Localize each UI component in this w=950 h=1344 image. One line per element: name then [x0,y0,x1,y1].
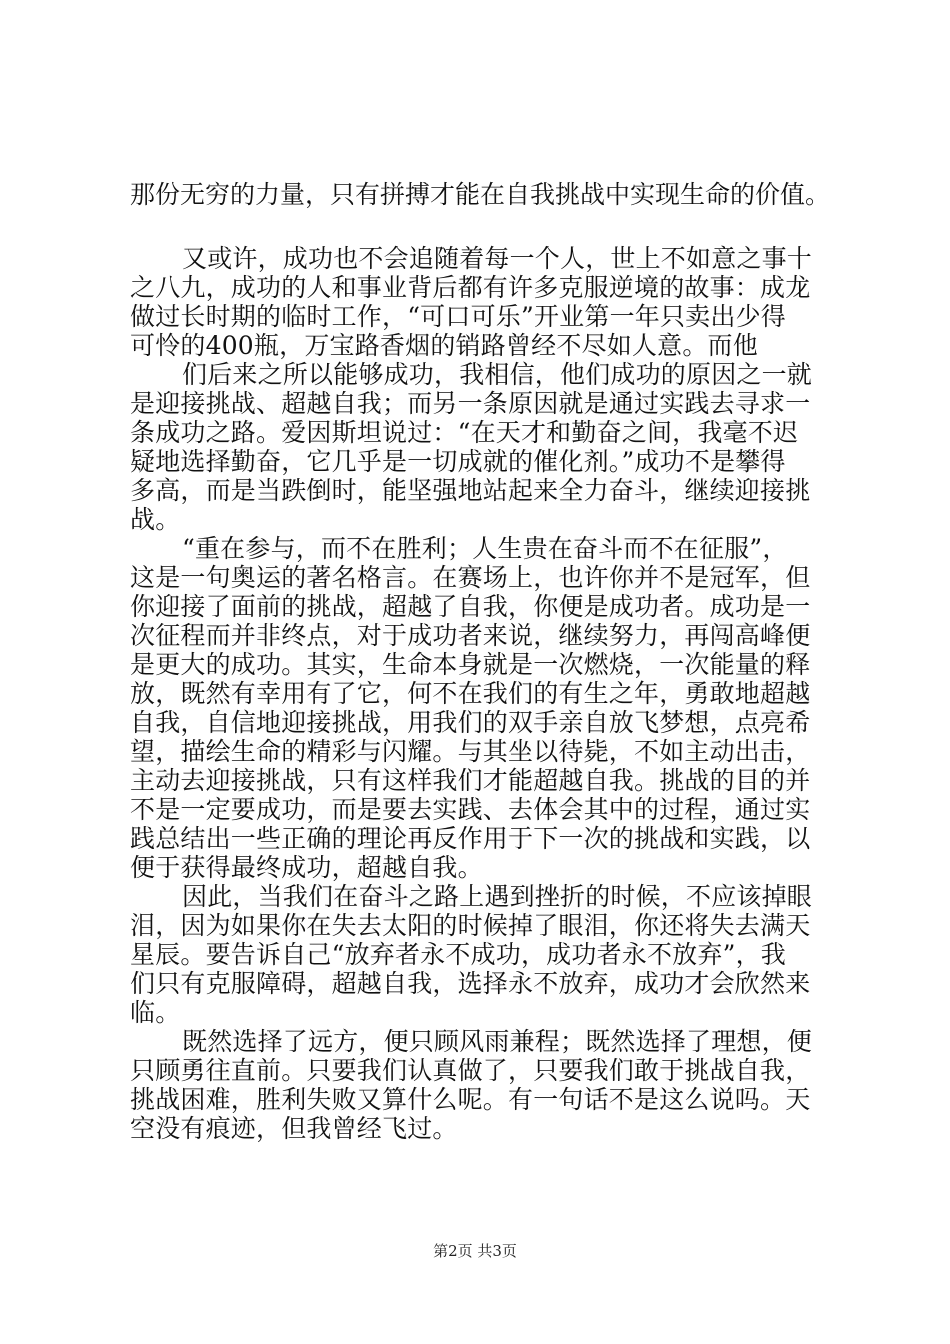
paragraph-2 [130,360,830,534]
paragraph-line: 放，既然有幸用有了它，何不在我们的有生之年，勇敢地超越 [130,679,811,708]
paragraph-line: 条成功之路。爱因斯坦说过：“在天才和勤奋之间，我毫不迟 [130,418,799,447]
page-footer: 第2页 共3页 [433,1242,517,1260]
paragraph-line: 不是一定要成功，而是要去实践、去体会其中的过程，通过实 [130,795,811,824]
paragraph-line: 空没有痕迹，但我曾经飞过。 [130,1114,458,1143]
paragraph-4 [130,882,830,1027]
paragraph-line: 只顾勇往直前。只要我们认真做了，只要我们敢于挑战自我， [130,1056,811,1085]
paragraph-line: 因此，当我们在奋斗之路上遇到挫折的时候，不应该掉眼 [182,882,813,911]
paragraph-line: 泪，因为如果你在失去太阳的时候掉了眼泪，你还将失去满天 [130,911,811,940]
paragraph-line: 望，描绘生命的精彩与闪耀。与其坐以待毙，不如主动出击， [130,737,811,766]
paragraph-line: 战。 [130,505,181,534]
paragraph-line: 做过长时期的临时工作，“可口可乐”开业第一年只卖出少得 [130,302,786,331]
continued-line: 那份无穷的力量，只有拼搏才能在自我挑战中实现生命的价值。 [130,180,831,209]
paragraph-line: “重在参与，而不在胜利；人生贵在奋斗而不在征服”， [182,534,788,563]
paragraph-line: 可怜的400瓶，万宝路香烟的销路曾经不尽如人意。而他 [130,331,758,360]
paragraph-line: 们后来之所以能够成功，我相信，他们成功的原因之一就 [182,360,813,389]
paragraph-line: 次征程而并非终点，对于成功者来说，继续努力，再闯高峰便 [130,621,811,650]
paragraph-5 [130,1027,830,1143]
paragraph-line: 是更大的成功。其实，生命本身就是一次燃烧，一次能量的释 [130,650,811,679]
paragraph-line: 这是一句奥运的著名格言。在赛场上，也许你并不是冠军，但 [130,563,811,592]
paragraph-line: 疑地选择勤奋，它几乎是一切成就的催化剂。”成功不是攀得 [130,447,786,476]
paragraph-line: 又或许，成功也不会追随着每一个人，世上不如意之事十 [182,244,813,273]
paragraph-line: 既然选择了远方，便只顾风雨兼程；既然选择了理想，便 [182,1027,813,1056]
paragraph-line: 你迎接了面前的挑战，超越了自我，你便是成功者。成功是一 [130,592,811,621]
paragraph-line: 之八九，成功的人和事业背后都有许多克服逆境的故事：成龙 [130,273,811,302]
paragraph-line: 们只有克服障碍，超越自我，选择永不放弃，成功才会欣然来 [130,969,811,998]
paragraph-1 [130,244,830,360]
paragraph-line: 临。 [130,998,181,1027]
paragraph-line: 挑战困难，胜利失败又算什么呢。有一句话不是这么说吗。天 [130,1085,811,1114]
paragraph-line: 自我，自信地迎接挑战，用我们的双手亲自放飞梦想，点亮希 [130,708,811,737]
paragraph-3 [130,534,830,882]
paragraph-line: 便于获得最终成功，超越自我。 [130,853,483,882]
paragraph-line: 多高，而是当跌倒时，能坚强地站起来全力奋斗，继续迎接挑 [130,476,811,505]
paragraph-line: 星辰。要告诉自己“放弃者永不成功，成功者永不放弃”，我 [130,940,786,969]
paragraph-line: 践总结出一些正确的理论再反作用于下一次的挑战和实践，以 [130,824,811,853]
paragraph-line: 是迎接挑战、超越自我；而另一条原因就是通过实践去寻求一 [130,389,811,418]
paragraph-line: 主动去迎接挑战，只有这样我们才能超越自我。挑战的目的并 [130,766,811,795]
